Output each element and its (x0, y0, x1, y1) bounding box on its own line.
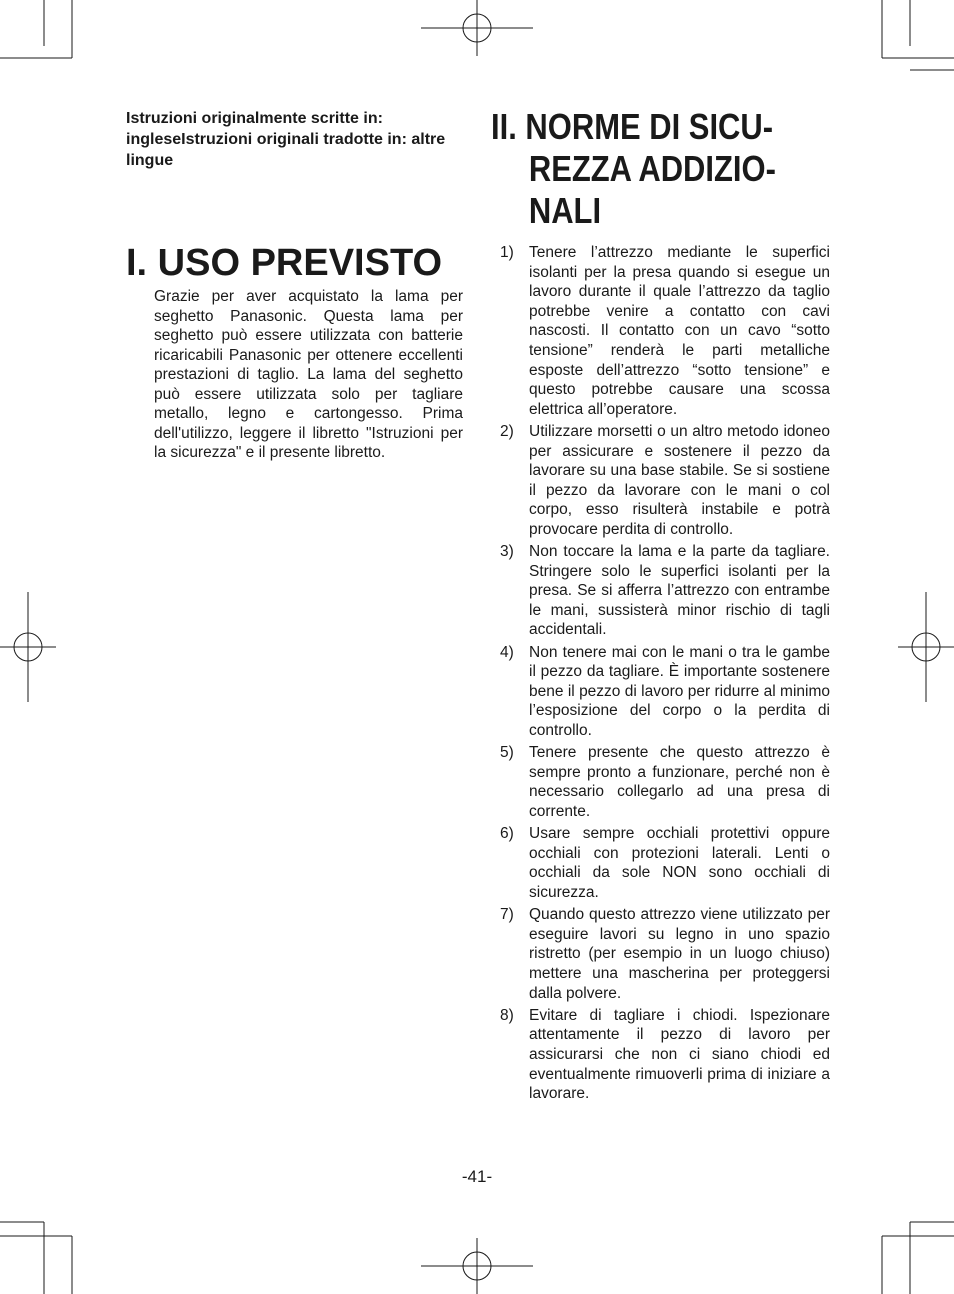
rule-text: Evitare di tagliare i chiodi. Ispezionare attentamente il pezzo di lavoro per assicurarsi che non ci siano chiodi ed eventualmente rimuoverli prima di iniziare a lavorare. (529, 1006, 830, 1103)
safety-rules-list (500, 243, 830, 1106)
safety-rule-item (500, 422, 830, 540)
rule-text: Tenere presente che questo attrezzo è sempre pronto a funzionare, perché non è necessario collegarlo ad una presa di corrente. (529, 744, 830, 820)
rule-number: 4) (500, 643, 514, 661)
safety-rule-item (500, 643, 830, 741)
section-title-intended-use: I. USO PREVISTO (126, 242, 443, 284)
rule-text: Usare sempre occhiali protettivi oppure occhiali con protezioni laterali. Lenti o occhiali da sole NON sono occhiali di sicurezza. (529, 825, 830, 901)
rule-number: 6) (500, 825, 514, 843)
section-title-additional-safety-rules (491, 106, 776, 232)
safety-rule-item (500, 824, 830, 902)
safety-rule-item (500, 243, 830, 419)
safety-rule-item (500, 1006, 830, 1104)
rule-number: 5) (500, 744, 514, 762)
safety-rule-item (500, 542, 830, 640)
rule-number: 7) (500, 906, 514, 924)
rule-text: Non toccare la lama e la parte da tagliare. Stringere solo le superfici isolanti per la presa. Se si afferra l’attrezzo con entrambe le mani, sussisterà minor rischio di tagli accidentali. (529, 543, 830, 639)
safety-rule-item (500, 905, 830, 1003)
rule-number: 8) (500, 1006, 514, 1024)
rule-text: Tenere l’attrezzo mediante le superfici isolanti per la presa quando si esegue un lavoro durante il quale l’attrezzo da taglio potrebbe venire a contatto con cavi nascosti. Il contatto con un cavo “sotto tensione” renderà le parti metalliche esposte dell’attrezzo “sotto tensione” e questo potrebbe causare una scossa elettrica all’operatore. (529, 244, 830, 418)
rule-number: 3) (500, 543, 514, 561)
rule-number: 2) (500, 422, 514, 440)
title-line: NALI (528, 190, 602, 231)
title-line: II. NORME DI SICU- (491, 106, 774, 147)
rule-text: Quando questo attrezzo viene utilizzato per eseguire lavori su legno in uno spazio ristretto (per esempio in un luogo chiuso) mettere una mascherina per proteggersi dalla polvere. (529, 906, 830, 1002)
title-line: REZZA ADDIZIO- (528, 148, 776, 189)
intended-use-paragraph: Grazie per aver acquistato la lama per seghetto Panasonic. Questa lama per seghetto può essere utilizzata con batterie ricaricabili Panasonic per ottenere eccellenti prestazioni di taglio. La lama del seghetto può essere utilizzata solo per tagliare metallo, legno e cartongesso. Prima dell'utilizzo, leggere il libretto "Istruzioni per la sicurezza" e il presente libretto. (154, 288, 463, 461)
rule-number: 1) (500, 244, 514, 261)
rule-text: Non tenere mai con le mani o tra le gambe il pezzo da tagliare. È importante sostenere bene il pezzo di lavoro per ridurre al minimo l’esposizione del corpo o la perdita di controllo. (529, 643, 830, 740)
original-language-note: Istruzioni originalmente scritte in: ingleseIstruzioni originali tradotte in: altre lingue (126, 110, 446, 169)
safety-rule-item (500, 743, 830, 821)
page-number: -41- (461, 1167, 493, 1186)
rule-text: Utilizzare morsetti o un altro metodo idoneo per assicurare e sostenere il pezzo da lavorare su una base stabile. Se si sostiene il pezzo da lavorare con le mani o col corpo, esso risulterà instabile e potrà provocare perdita di controllo. (529, 422, 830, 538)
